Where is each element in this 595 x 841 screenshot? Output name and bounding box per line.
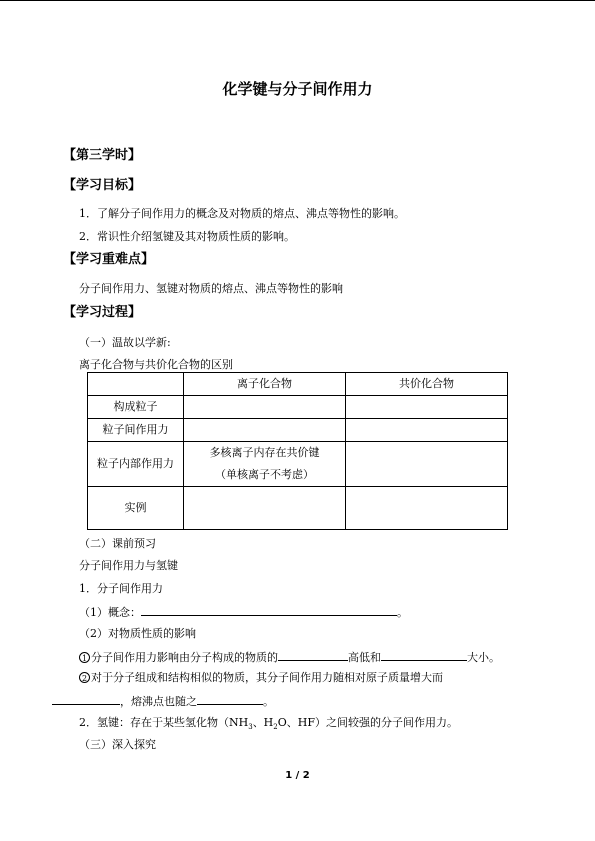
effect-2-text-c: 。 — [263, 695, 274, 708]
trend-blank[interactable] — [52, 693, 120, 705]
concept-prefix: （1）概念： — [79, 606, 141, 619]
table-cell — [346, 487, 508, 530]
effect-1-text-c: 大小。 — [467, 651, 500, 664]
table-cell — [346, 396, 508, 419]
comparison-table — [87, 372, 508, 530]
table-header-cell — [88, 373, 184, 396]
preview-label: （二）课前预习 — [79, 537, 156, 550]
effect-2-text-a: 对于分子组成和结构相似的物质，其分子间作用力随相对原子质量增大而 — [91, 671, 443, 684]
table-cell — [184, 442, 346, 487]
row-label: 粒子间作用力 — [88, 419, 184, 442]
heading-lesson: 【第三学时】 — [63, 148, 142, 163]
page-top-border — [0, 0, 595, 1]
hb-text-a: 2．氢键：存在于某些氢化物（NH — [79, 716, 249, 729]
table-cell — [184, 487, 346, 530]
page-title: 化学键与分子间作用力 — [222, 80, 373, 98]
hb-text-b: 、H — [252, 716, 274, 729]
cell-line: （单核离子不考虑） — [215, 468, 314, 481]
goal-item-1: 1．了解分子间作用力的概念及对物质的熔点、沸点等物性的影响。 — [79, 207, 405, 220]
circled-number-2: 2 — [79, 672, 90, 683]
review-label: （一）温故以学新: — [79, 336, 171, 349]
table-cell — [184, 396, 346, 419]
table-cell — [346, 442, 508, 487]
effect-item-2 — [79, 671, 443, 685]
table-cell — [184, 419, 346, 442]
concept-line — [79, 604, 408, 620]
row-label: 构成粒子 — [88, 396, 184, 419]
hb-subscript: 3 — [248, 723, 253, 732]
goal-item-2: 2．常识性介绍氢键及其对物质性质的影响。 — [79, 230, 295, 243]
concept-blank[interactable] — [141, 604, 397, 616]
hb-text-c: O、HF）之间较强的分子间作用力。 — [277, 716, 458, 729]
preview-topic: 分子间作用力与氢键 — [79, 559, 178, 572]
table-cell — [346, 419, 508, 442]
effect-item-2-cont — [52, 693, 274, 709]
boiling-point-blank[interactable] — [381, 649, 467, 661]
heading-key-points: 【学习重难点】 — [63, 252, 155, 267]
table-header-cell: 共价化合物 — [346, 373, 508, 396]
boiling-trend-blank[interactable] — [197, 693, 263, 705]
table-caption: 离子化合物与共价化合物的区别 — [79, 358, 233, 371]
effect-1-text-a: 分子间作用力影响由分子构成的物质的 — [91, 651, 278, 664]
explore-label: （三）深入探究 — [79, 738, 156, 751]
heading-process: 【学习过程】 — [63, 305, 142, 320]
table-header-row — [88, 373, 508, 396]
effect-1-text-b: 高低和 — [348, 651, 381, 664]
hydrogen-bond-line — [79, 716, 458, 730]
hb-subscript: 2 — [273, 723, 278, 732]
table-row — [88, 442, 508, 487]
concept-suffix: 。 — [397, 606, 408, 619]
effect-label: （2）对物质性质的影响 — [79, 627, 196, 640]
item-intermolecular-force: 1．分子间作用力 — [79, 582, 163, 595]
table-row — [88, 419, 508, 442]
effect-item-1 — [79, 649, 500, 665]
effect-2-text-b: ，熔沸点也随之 — [120, 695, 197, 708]
table-header-cell: 离子化合物 — [184, 373, 346, 396]
row-label: 粒子内部作用力 — [88, 442, 184, 487]
table-row — [88, 487, 508, 530]
melting-point-blank[interactable] — [278, 649, 348, 661]
row-label: 实例 — [88, 487, 184, 530]
page-number: 1 / 2 — [285, 770, 310, 781]
table-row — [88, 396, 508, 419]
heading-goals: 【学习目标】 — [63, 178, 142, 193]
key-points-text: 分子间作用力、氢键对物质的熔点、沸点等物性的影响 — [79, 282, 343, 295]
cell-line: 多核离子内存在共价键 — [209, 446, 320, 459]
circled-number-1: 1 — [79, 652, 90, 663]
